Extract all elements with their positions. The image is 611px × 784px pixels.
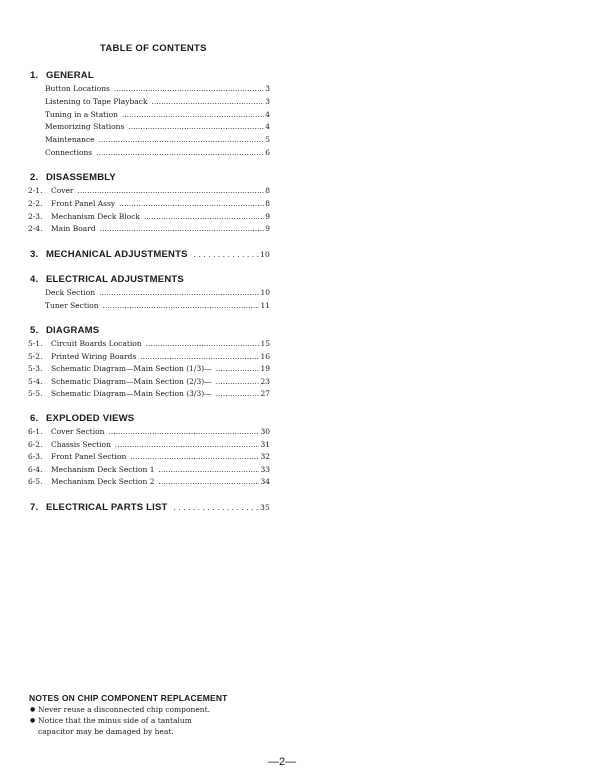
toc-entry[interactable]: Listening to Tape Playback ..... 3 [45,97,270,107]
toc-entry[interactable]: 2-4. Main Board ..... 9 [28,224,270,234]
section-heading-diagrams[interactable] [30,325,99,336]
toc-entry[interactable]: 2-1. Cover ..... 8 [28,186,270,196]
toc-entry[interactable]: 5-5. Schematic Diagram—Main Section (3/3)— ..... 27 [28,389,270,399]
toc-entry[interactable]: Button Locations ..... 3 [45,84,270,94]
toc-entry[interactable]: 2-3. Mechanism Deck Block ..... 9 [28,212,270,222]
note-item: ● Notice that the minus side of a tantalum [30,716,192,725]
toc-entry[interactable]: 2-2. Front Panel Assy ..... 8 [28,199,270,209]
toc-entry[interactable]: 5-1. Circuit Boards Location ..... 15 [28,339,270,349]
bullet-icon: ● [30,717,36,724]
page-number: —2— [268,756,297,768]
section-number: 1. [30,70,39,81]
toc-entry[interactable]: 5-4. Schematic Diagram—Main Section (2/3)— ..... 23 [28,377,270,387]
toc-entry[interactable]: Tuning in a Station ..... 4 [45,110,270,120]
section-number: 5. [30,325,39,336]
notes-title: NOTES ON CHIP COMPONENT REPLACEMENT [29,693,228,703]
section-title: EXPLODED VIEWS [46,413,135,424]
section-heading-electrical-parts-list[interactable] [30,502,270,513]
section-heading-mechanical-adjustments[interactable] [30,249,270,260]
toc-entry[interactable]: 6-5. Mechanism Deck Section 2 ..... 34 [28,477,270,487]
toc-entry[interactable]: 6-2. Chassis Section ..... 31 [28,440,270,450]
section-number: 3. [30,249,39,260]
note-item: ● Never reuse a disconnected chip component. [30,705,210,714]
section-title: DISASSEMBLY [46,172,116,183]
section-number: 4. [30,274,39,285]
toc-entry[interactable]: 5-3. Schematic Diagram—Main Section (1/3)— ..... 19 [28,364,270,374]
toc-entry[interactable]: Tuner Section ..... 11 [45,301,270,311]
toc-entry[interactable]: Maintenance ..... 5 [45,135,270,145]
section-number: 2. [30,172,39,183]
section-heading-disassembly[interactable] [30,172,116,183]
toc-entry[interactable]: 6-1. Cover Section ..... 30 [28,427,270,437]
section-title: GENERAL [46,70,94,81]
section-title: ELECTRICAL ADJUSTMENTS [46,274,184,285]
toc-entry[interactable]: 6-3. Front Panel Section ..... 32 [28,452,270,462]
toc-entry[interactable]: Connections ..... 6 [45,148,270,158]
section-title: ELECTRICAL PARTS LIST [46,502,168,513]
toc-entry[interactable]: 5-2. Printed Wiring Boards ..... 16 [28,352,270,362]
section-heading-exploded-views[interactable] [30,413,134,424]
section-title: MECHANICAL ADJUSTMENTS [46,249,188,260]
section-page: 35 [260,503,270,512]
section-heading-general[interactable] [30,70,94,81]
toc-entry[interactable]: Deck Section ..... 10 [45,288,270,298]
section-heading-electrical-adjustments[interactable] [30,274,184,285]
toc-entry[interactable]: Memorizing Stations ..... 4 [45,122,270,132]
note-continuation: capacitor may be damaged by heat. [38,727,174,736]
section-page: 10 [260,250,270,259]
page-title: TABLE OF CONTENTS [100,43,207,54]
section-number: 7. [30,502,39,513]
section-title: DIAGRAMS [46,325,100,336]
bullet-icon: ● [30,706,36,713]
toc-entry[interactable]: 6-4. Mechanism Deck Section 1 ..... 33 [28,465,270,475]
section-number: 6. [30,413,39,424]
